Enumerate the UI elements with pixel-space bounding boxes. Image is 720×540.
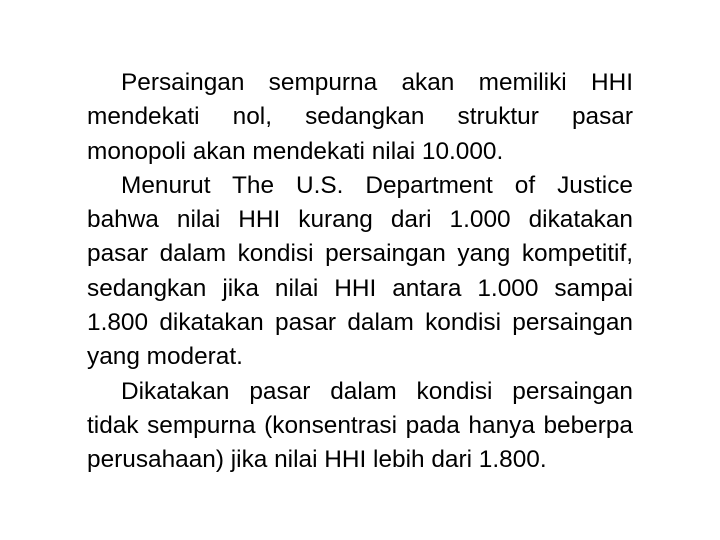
body-text [87, 66, 633, 478]
paragraph-doj-thresholds: Menurut The U.S. Department of Justice bahwa nilai HHI kurang dari 1.000 dikatakan pasar dalam kondisi persaingan yang kompetitif, sedangkan jika nilai HHI antara 1.000 sampai 1.800 dikatakan pasar dalam kondisi persaingan yang moderat. [87, 171, 633, 371]
paragraph-imperfect-competition: Dikatakan pasar dalam kondisi persaingan tidak sempurna (konsentrasi pada hanya beberpa perusahaan) jika nilai HHI lebih dari 1.800. [87, 377, 633, 474]
paragraph-hhi-definition: Persaingan sempurna akan memiliki HHI mendekati nol, sedangkan struktur pasar monopoli akan mendekati nilai 10.000. [87, 69, 633, 165]
